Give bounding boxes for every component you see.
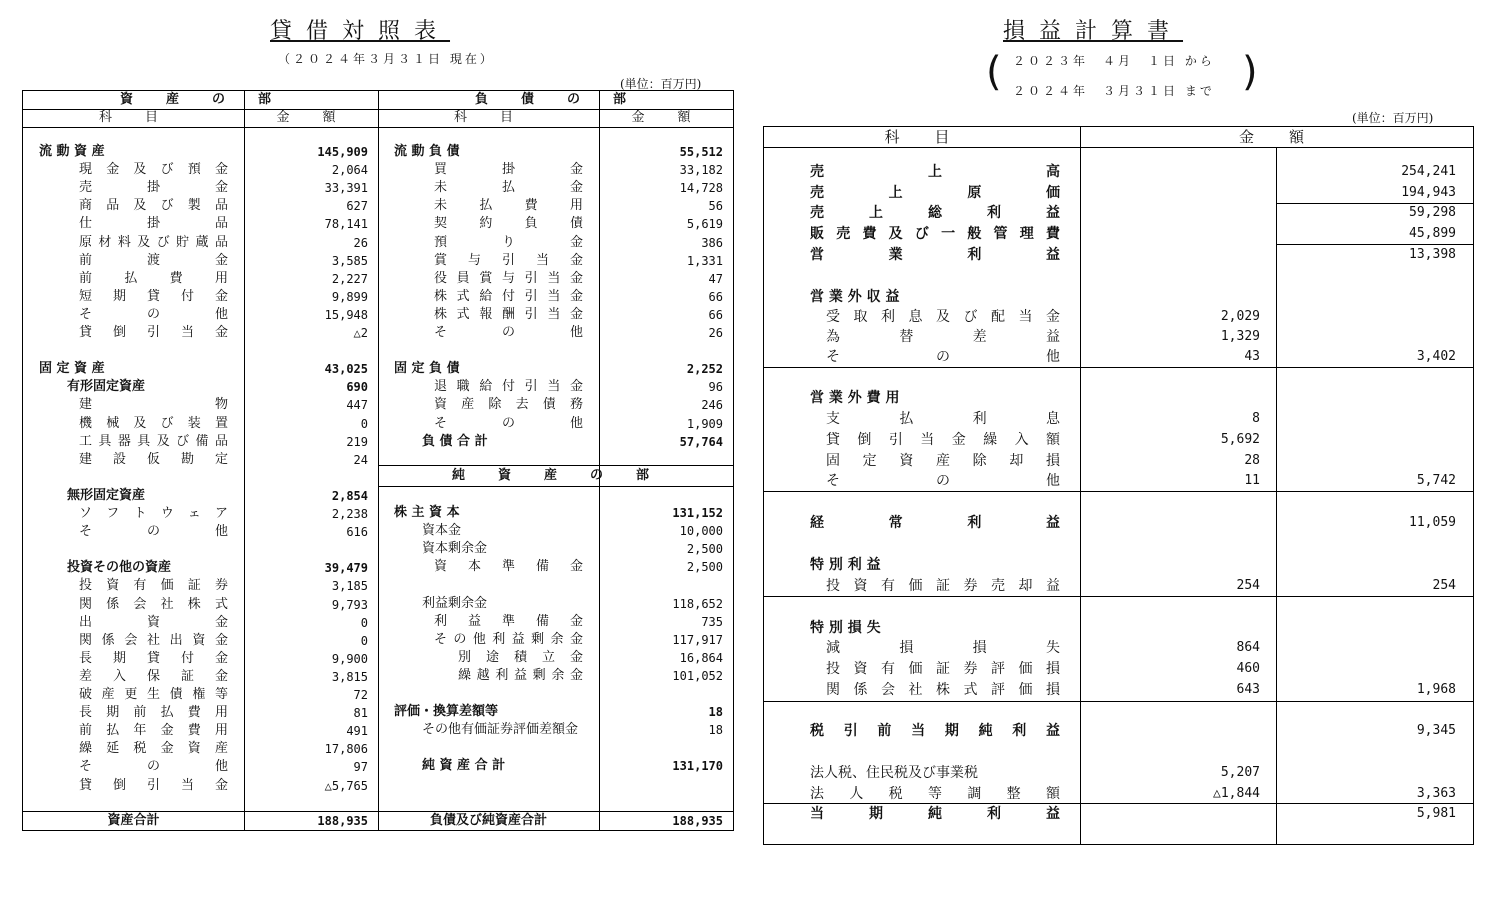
asset-value: 3,815: [331, 669, 368, 684]
pl-row: [764, 721, 1473, 741]
asset-value: 616: [346, 525, 368, 540]
asset-value: 72: [353, 688, 368, 702]
period-close-paren: ): [1242, 49, 1258, 95]
asset-label: 関係会社株式: [79, 596, 228, 612]
liability-value: 66: [708, 289, 723, 304]
asset-value: 97: [353, 760, 368, 775]
pl-row: [764, 576, 1473, 596]
liability-row: [23, 415, 733, 433]
pl-total-value: 45,899: [1409, 226, 1456, 241]
pl-row: [764, 307, 1473, 327]
asset-label: 無形固定資産: [67, 487, 146, 503]
pl-total-value: 254,241: [1401, 164, 1456, 179]
liability-row: [23, 252, 733, 270]
asset-label: 商品及び製品: [79, 198, 228, 214]
asset-value: 2,064: [331, 163, 368, 178]
pl-sub-value: 1,329: [1220, 329, 1260, 344]
liability-label: 株式報酬引当金: [434, 306, 583, 322]
asset-value: 33,391: [324, 181, 368, 196]
pl-label: その他: [826, 349, 1060, 365]
liability-value: 57,764: [679, 434, 723, 449]
net-asset-label: 利益準備金: [434, 613, 583, 629]
pl-label: 固定資産除却損: [826, 453, 1060, 469]
asset-value: 0: [360, 416, 368, 431]
pl-total-value: 1,968: [1416, 682, 1456, 697]
pl-total-value: 194,943: [1401, 185, 1456, 200]
asset-label: 短期貸付金: [79, 288, 228, 304]
asset-label: 長期貸付金: [79, 650, 228, 666]
pl-row: [764, 804, 1473, 824]
asset-value: 447: [346, 398, 368, 413]
pl-label: 営業利益: [810, 247, 1060, 263]
pl-label: 為替差益: [826, 329, 1060, 345]
pl-sub-value: 864: [1236, 640, 1260, 655]
asset-value: △2: [353, 326, 368, 340]
pl-row: [764, 183, 1473, 203]
pl-total-value: 3,402: [1416, 349, 1456, 364]
pl-label: 投資有価証券評価損: [826, 661, 1060, 677]
asset-value: 0: [360, 615, 368, 630]
pl-row: [764, 659, 1473, 679]
pl-label: 貸倒引当金繰入額: [826, 432, 1060, 448]
pl-label: 特 別 損 失: [810, 620, 881, 636]
liability-row: [23, 433, 733, 451]
bs-date: （２０２４年３月３１日 現在）: [278, 52, 495, 66]
net-asset-label: 評価・換算差額等: [394, 704, 499, 720]
pl-total-value: 3,363: [1416, 786, 1456, 801]
net-asset-row: [23, 685, 733, 703]
asset-label: 前払年金費用: [79, 723, 228, 739]
pl-row: [764, 784, 1473, 804]
liability-label: 株式給付引当金: [434, 288, 583, 304]
pl-label: 減損損失: [826, 640, 1060, 656]
liability-value: 56: [708, 199, 723, 214]
bs-unit: (単位：百万円): [620, 77, 702, 91]
asset-label: その他: [79, 524, 228, 540]
net-asset-value: 2,500: [686, 560, 723, 575]
liability-row: [23, 378, 733, 396]
liability-row: [23, 234, 733, 252]
pl-title: 損益計算書: [1003, 19, 1184, 44]
liability-label: 資産除去債務: [434, 397, 583, 413]
liability-value: 33,182: [679, 163, 723, 178]
net-asset-label: 株 主 資 本: [394, 505, 460, 520]
asset-value: 81: [353, 706, 368, 721]
net-asset-label: その他利益剰余金: [434, 631, 583, 647]
pl-sub-value: 5,207: [1220, 765, 1260, 780]
pl-unit: (単位：百万円): [1352, 111, 1434, 125]
asset-row: [23, 487, 733, 505]
pl-period-to: ２０２４年 ３月３１日 まで: [1013, 84, 1215, 98]
asset-label: 繰延税金資産: [79, 741, 228, 757]
liability-row: [23, 306, 733, 324]
asset-value: 3,585: [331, 253, 368, 268]
liability-value: 66: [708, 307, 723, 322]
asset-label: 有形固定資産: [67, 379, 146, 395]
pl-sub-value: 8: [1252, 411, 1260, 426]
liability-label: その他: [434, 325, 583, 340]
asset-label: 現金及び預金: [79, 162, 228, 178]
pl-sub-value: 254: [1236, 578, 1260, 593]
net-asset-label: 繰越利益剰余金: [458, 667, 583, 683]
asset-label: 固 定 資 産: [39, 361, 105, 377]
liability-row: [23, 270, 733, 288]
net-assets-section-header: 純 資 産 の 部: [451, 468, 659, 483]
liability-value: 1,909: [686, 416, 723, 431]
liab-amount-header: 金 額: [631, 110, 701, 125]
net-asset-row: [23, 649, 733, 667]
net-asset-value: 117,917: [672, 632, 723, 647]
asset-label: 仕掛品: [79, 216, 228, 232]
liability-label: 未払費用: [434, 198, 583, 214]
pl-label: 売上総利益: [810, 205, 1060, 221]
pl-row: [764, 224, 1473, 244]
pl-sub-value: △1,844: [1213, 786, 1260, 801]
asset-value: 26: [353, 235, 368, 250]
liabilities-section-header: 負 債 の 部: [474, 92, 636, 107]
liability-row: [23, 342, 733, 360]
asset-label: 関係会社出資金: [79, 632, 228, 648]
net-asset-row: [23, 522, 733, 540]
pl-row: [764, 638, 1473, 658]
asset-label: 長期前払費用: [79, 705, 228, 721]
asset-value: 2,854: [331, 488, 368, 503]
net-asset-row: [23, 631, 733, 649]
net-asset-row: [23, 558, 733, 576]
pl-row: [764, 471, 1473, 491]
net-asset-value: 18: [708, 723, 723, 738]
net-asset-row: [23, 721, 733, 739]
pl-label: 法人税、住民税及び事業税: [810, 765, 978, 781]
pl-row: [764, 203, 1473, 223]
asset-label: 貸倒引当金: [79, 325, 228, 340]
pl-row: [764, 618, 1473, 638]
pl-label: 当期純利益: [810, 806, 1060, 822]
asset-label: 投資その他の資産: [67, 560, 172, 576]
pl-sub-value: 2,029: [1220, 309, 1260, 324]
pl-row: [764, 245, 1473, 265]
asset-value: 9,899: [331, 289, 368, 304]
net-asset-row: [23, 739, 733, 757]
net-asset-row: [23, 540, 733, 558]
net-asset-row: [23, 703, 733, 721]
asset-value: 0: [360, 633, 368, 648]
liability-label: 退職給付引当金: [434, 379, 583, 395]
liability-value: 96: [708, 380, 723, 395]
asset-value: 219: [346, 434, 368, 449]
total-assets-row: [23, 812, 733, 830]
net-asset-label: 純 資 産 合 計: [422, 758, 506, 774]
liability-row: [23, 179, 733, 197]
asset-row: [23, 777, 733, 795]
liability-value: 5,619: [686, 217, 723, 232]
pl-sub-value: 11: [1244, 473, 1260, 488]
assets-item-header: 科 目: [98, 110, 168, 125]
liability-row: [23, 324, 733, 342]
pl-total-value: 9,345: [1416, 723, 1456, 738]
pl-label: 営 業 外 費 用: [810, 390, 900, 406]
pl-sub-value: 460: [1236, 661, 1260, 676]
asset-label: 破産更生債権等: [79, 687, 228, 702]
asset-value: 9,793: [331, 597, 368, 612]
total-assets-value: 188,935: [317, 814, 368, 828]
asset-label: 建設仮勘定: [79, 451, 228, 467]
pl-row: [764, 162, 1473, 182]
liability-label: 役員賞与引当金: [434, 270, 583, 286]
pl-label: 特 別 利 益: [810, 557, 881, 573]
asset-value: 9,900: [331, 651, 368, 666]
liability-value: 246: [701, 398, 723, 413]
pl-label: 売上高: [810, 164, 1060, 180]
pl-total-value: 5,981: [1416, 806, 1456, 821]
net-asset-row: [23, 613, 733, 631]
liability-label: 未払金: [434, 180, 583, 196]
pl-label: 受取利息及び配当金: [826, 309, 1060, 325]
pl-total-value: 11,059: [1409, 515, 1456, 530]
liability-label: 賞与引当金: [434, 252, 583, 268]
asset-value: 2,227: [331, 271, 368, 286]
asset-label: 貸倒引当金: [79, 777, 228, 793]
net-asset-value: 131,170: [672, 759, 723, 774]
liability-row: [23, 197, 733, 215]
asset-value: 2,238: [331, 507, 368, 521]
income-statement-table: [763, 126, 1474, 845]
total-le-value: 188,935: [672, 814, 723, 828]
net-asset-value: 10,000: [679, 524, 723, 539]
asset-value: 15,948: [324, 307, 368, 322]
pl-label: 支払利息: [826, 411, 1060, 427]
liability-label: 流 動 負 債: [394, 144, 460, 159]
pl-row: [764, 409, 1473, 429]
net-asset-label: 資本準備金: [434, 559, 583, 575]
asset-row: [23, 469, 733, 487]
pl-label: 投資有価証券売却益: [826, 578, 1060, 594]
liability-row: [23, 360, 733, 378]
asset-value: 145,909: [317, 145, 368, 159]
net-asset-row: [23, 504, 733, 522]
asset-value: 39,479: [324, 561, 368, 576]
pl-sub-value: 43: [1244, 349, 1260, 364]
net-asset-value: 16,864: [679, 650, 723, 665]
net-asset-label: 資本金: [422, 523, 462, 539]
liability-value: 2,252: [686, 362, 723, 377]
asset-label: その他: [79, 759, 228, 775]
net-asset-row: [23, 757, 733, 775]
pl-row: [764, 763, 1473, 783]
pl-total-value: 254: [1432, 578, 1456, 593]
pl-label: 販売費及び一般管理費: [810, 226, 1060, 242]
net-asset-value: 101,052: [672, 668, 723, 683]
net-asset-value: 735: [701, 614, 723, 629]
liability-row: [23, 161, 733, 179]
asset-value: 17,806: [324, 742, 368, 757]
pl-item-header: 科 目: [884, 128, 960, 146]
asset-label: その他: [79, 306, 228, 322]
net-asset-label: 別途積立金: [458, 649, 583, 665]
assets-amount-header: 金 額: [276, 110, 346, 125]
asset-label: 投資有価証券: [79, 578, 228, 594]
pl-sub-value: 5,692: [1220, 432, 1260, 447]
net-asset-row: [23, 595, 733, 613]
asset-value: △5,765: [324, 778, 368, 793]
net-asset-row: [23, 667, 733, 685]
pl-row: [764, 388, 1473, 408]
liability-row: [23, 143, 733, 161]
asset-row: [23, 451, 733, 469]
pl-row: [764, 555, 1473, 575]
pl-row: [764, 347, 1473, 367]
pl-row: [764, 513, 1473, 533]
total-assets-label: 資産合計: [107, 813, 160, 828]
liability-value: 1,331: [686, 253, 723, 268]
liability-value: 55,512: [679, 145, 723, 159]
asset-value: 3,185: [331, 579, 368, 594]
pl-total-value: 59,298: [1409, 205, 1456, 220]
pl-row: [764, 430, 1473, 450]
pl-row: [764, 287, 1473, 307]
liability-label: 買掛金: [434, 162, 583, 178]
liability-label: その他: [434, 415, 583, 431]
net-asset-value: 131,152: [672, 506, 723, 520]
asset-value: 24: [353, 452, 368, 467]
asset-value: 78,141: [324, 217, 368, 232]
pl-sub-value: 28: [1244, 453, 1260, 468]
liab-item-header: 科 目: [453, 110, 523, 125]
asset-label: 出資金: [79, 614, 228, 630]
pl-label: 経常利益: [810, 515, 1060, 531]
assets-section-header: 資 産 の 部: [119, 92, 281, 107]
bs-title: 貸借対照表: [270, 19, 451, 44]
balance-sheet-table: [22, 90, 734, 831]
asset-label: ソフトウェア: [79, 506, 228, 521]
pl-label: 売上原価: [810, 185, 1060, 201]
pl-row: [764, 680, 1473, 700]
pl-total-value: 5,742: [1416, 473, 1456, 488]
asset-label: 前渡金: [79, 252, 228, 268]
net-asset-label: その他有価証券評価差額金: [422, 722, 579, 738]
period-open-paren: (: [986, 49, 1002, 95]
asset-label: 原材料及び貯蔵品: [79, 234, 228, 250]
pl-total-value: 13,398: [1409, 247, 1456, 262]
pl-label: 法人税等調整額: [810, 786, 1060, 802]
pl-label: 税引前当期純利益: [810, 723, 1060, 739]
liability-value: 26: [708, 326, 723, 340]
net-asset-label: 資本剰余金: [422, 541, 488, 557]
liability-label: 預り金: [434, 234, 583, 250]
liability-row: [23, 215, 733, 233]
asset-label: 差入保証金: [79, 668, 228, 684]
pl-label: 関係会社株式評価損: [826, 682, 1060, 698]
net-asset-value: 118,652: [672, 596, 723, 611]
net-asset-label: 利益剰余金: [422, 595, 488, 611]
pl-row: [764, 451, 1473, 471]
pl-period-from: ２０２３年 ４月 １日 から: [1013, 54, 1215, 68]
liability-label: 固 定 負 債: [394, 361, 460, 377]
liability-row: [23, 288, 733, 306]
net-asset-value: 2,500: [686, 542, 723, 557]
asset-value: 43,025: [324, 362, 368, 377]
asset-value: 627: [346, 199, 368, 214]
liability-value: 47: [708, 271, 723, 286]
pl-label: その他: [826, 473, 1060, 489]
liability-value: 386: [701, 235, 723, 250]
pl-amount-header: 金 額: [1238, 128, 1314, 146]
liability-row: [23, 396, 733, 414]
pl-row: [764, 327, 1473, 347]
asset-label: 前払費用: [79, 270, 228, 286]
liability-value: 14,728: [679, 181, 723, 196]
pl-label: 営 業 外 収 益: [810, 289, 900, 305]
liability-label: 負 債 合 計: [422, 433, 488, 449]
asset-label: 流 動 資 産: [39, 144, 105, 159]
net-asset-row: [23, 576, 733, 594]
asset-label: 建物: [79, 397, 228, 413]
asset-label: 機械及び装置: [79, 415, 228, 431]
asset-value: 690: [346, 380, 368, 395]
asset-label: 売掛金: [79, 180, 228, 196]
pl-sub-value: 643: [1236, 682, 1260, 697]
net-asset-value: 18: [708, 705, 723, 720]
asset-label: 工具器具及び備品: [79, 433, 228, 449]
total-le-label: 負債及び純資産合計: [429, 813, 547, 828]
asset-value: 491: [346, 724, 368, 739]
liability-label: 契約負債: [434, 216, 583, 232]
